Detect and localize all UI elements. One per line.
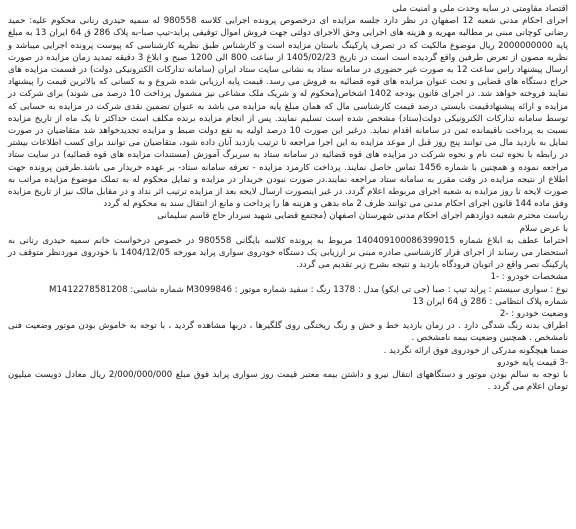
header-slogan: اقتصاد مقاومتی در سایه وحدت ملی و امنیت ملی bbox=[392, 4, 568, 14]
vehicle-value-heading: -3 قیمت پایه خودرو bbox=[497, 357, 568, 368]
vehicle-value-text: با توجه به سالم بودن موتور و دستگاههای انتقال نیرو و داشتن بیمه معتبر قیمت روز سواری پراید فوق مبلغ 2/000/000/000 ریال معادل دویست میلیون تومان اعلام می گردد . bbox=[8, 370, 568, 393]
vehicle-specs-line-1: نوع : سواری سیستم : پراید تیپ : صبا (جی تی ایکو) مدل : 1378 رنگ : سفید شماره موتور : M3099846 شماره شاسی: M1412278581208 bbox=[49, 284, 568, 295]
greeting: با عرض سلام bbox=[519, 223, 568, 234]
vehicle-specs-heading: مشخصات خودرو : -1 bbox=[490, 272, 568, 283]
expert-report-intro: احتراما عطف به ابلاغ شماره 140409100086399015 مربوط به پرونده کلاسه بایگانی 980558 در خصوص درخواست خانم سمیه حیدری رنانی به استحضار می رساند از اجرای قرار کارشناسی صادره مبنی بر ارزیابی یک دستگاه خودروی سواری پراید مورخه 1404/12/05 با خودروی موردنظر متوقف در پارکینگ نصر واقع در اتوبان فرودگاه بازدید و نتیجه بشرح زیر تقدیم می گردد. bbox=[8, 235, 568, 271]
enforcement-branch-signature: ریاست محترم شعبه دوازدهم اجرای احکام مدنی شهرستان اصفهان (مجتمع قضایی شهید سردار حاج قاسم سلیمانی bbox=[157, 211, 568, 222]
vehicle-status-text: اطراف بدنه رنگ شدگی دارد . در زمان بازدید خط و خش و رنگ ریختگی روی گلگیرها ، دربها مشاهده گردید ، با توجه به خاموش بودن موتور وضعیت فنی نامشخص . همچنین وضعیت بیمه نامشخص . bbox=[8, 321, 568, 344]
vehicle-status-heading: وضعیت خودرو : -2 bbox=[499, 309, 568, 320]
vehicle-specs-line-2: شماره پلاک انتظامی : 286 ق 64 ایران 13 bbox=[412, 296, 568, 307]
auction-notice-text: اجرای احکام مدنی شعبه 12 اصفهان در نظر دارد جلسه مزایده ای درخصوص پرونده اجرایی کلاسه 980558 له سمیه حیدری رنانی محکوم علیه: حمید رضانی کوچانی مبنی بر مطالبه مهریه و هزینه های اجرایی وحق الاجرای دولتی جهت فروش اموال توقیفی پراید-تیپ صبا-به پلاک 286 ق 64 ایران 13 به مبلغ پایه 2000000000 ریال موضوع مالکیت که در تصرف پارکینگ باستان مزایده است و کارشناس طبق نظریه کارشناسی که پیوست پرونده اجرایی میباشد و نظریه مصون از تعرض طرفین واقع گردیده است است در تاریخ 1405/02/23 از ساعت 800 الی 1200 صبح و ابلاغ 3 دقیقه تمدید زمان مزایده در صورت ارسال پیشنهاد راس ساعت 12 به صورت غیر حضوری در سامانه ستاد به نشانی سایت ستاد ایران (سامانه تدارکات الکترونیکی دولت) در قسمت مزایده های حراج دستگاه های قضایی و تحت عنوان مزایده های قوه قضائیه به فروش می رسد. قیمت پایه ارزیابی شده شروع و به کسانی که بالاترین قیمت را پیشنهاد نمایند فروخته خواهد شد. در اجرای قانون بودجه 1402 اشخاص(محکوم له و شریک ملک مشاعی نیز مشمول پرداخت 10 درصد می شوند) برای شرکت در مزایده و ارائه پیشنهادقیمت بایستی درصد قیمت کارشناسی مال که همان مبلغ پایه مزایده می باشد به عنوان تضمین نقدی شرکت در مزایده به حسابی که توسط سامانه تدارکات الکترونیکی دولت(ستاد) مشخص شده است تسلیم نمایند. پس از انجام مزایده برنده مکلف است حداکثر تا یک ماه از تاریخ مزایده نسبت به پرداخت باقیمانده ثمن در سامانه اقدام نماید. درغیر این صورت 10 درصد اولیه به نفع دولت ضبط و مزایده تجدیدخواهد شد متقاضیان در صورت تمایل به بازدید مال می توانند پنج روز قبل از موعد مزایده به این اجرا مراجعه تا ترتیب بازدید آنان داده شود، متقاضیان می توانند برای کسب اطلاعات بیشتر در رابطه با نحوه ثبت نام و نحوه شرکت در مزایده های قوه قضائیه در سامانه ستاد به سربرگ آموزش (مستندات مزایده های قوه قضائیه) در سایت ستاد مراجعه نموده و همچنین با شماره 1456 تماس حاصل نمایند. پرداخت کارمزد مزایده - تعرفه سامانه ستاد- بر عهده خریدار می باشد.طرفین پرونده جهت اطلاع از نتیجه مزایده در وقت مقرر به سامانه ستاد مراجعه نمایند.در صورت نبودن خریدار در مزایده و تمایل محکوم له به تملک موضوع مزایده مراتب به صورت لایحه تا روز مزایده به شعبه اجرای مربوطه اعلام گردد. در غیر اینصورت ارسال لایحه بعد از مزایده ترتیب اثر نداد و در مقابل مالک نیز از تاریخ مزایده وفق ماده 144 قانون اجرای احکام مدنی می توانند ظرف 2 ماه بدهی و هزینه ها را پرداخت و مانع از انتقال سند به محکوم له گردد bbox=[8, 16, 569, 210]
vehicle-documents-note: ضمنا هیچگونه مدرکی از خودروی فوق ارائه نگردید . bbox=[383, 345, 568, 356]
